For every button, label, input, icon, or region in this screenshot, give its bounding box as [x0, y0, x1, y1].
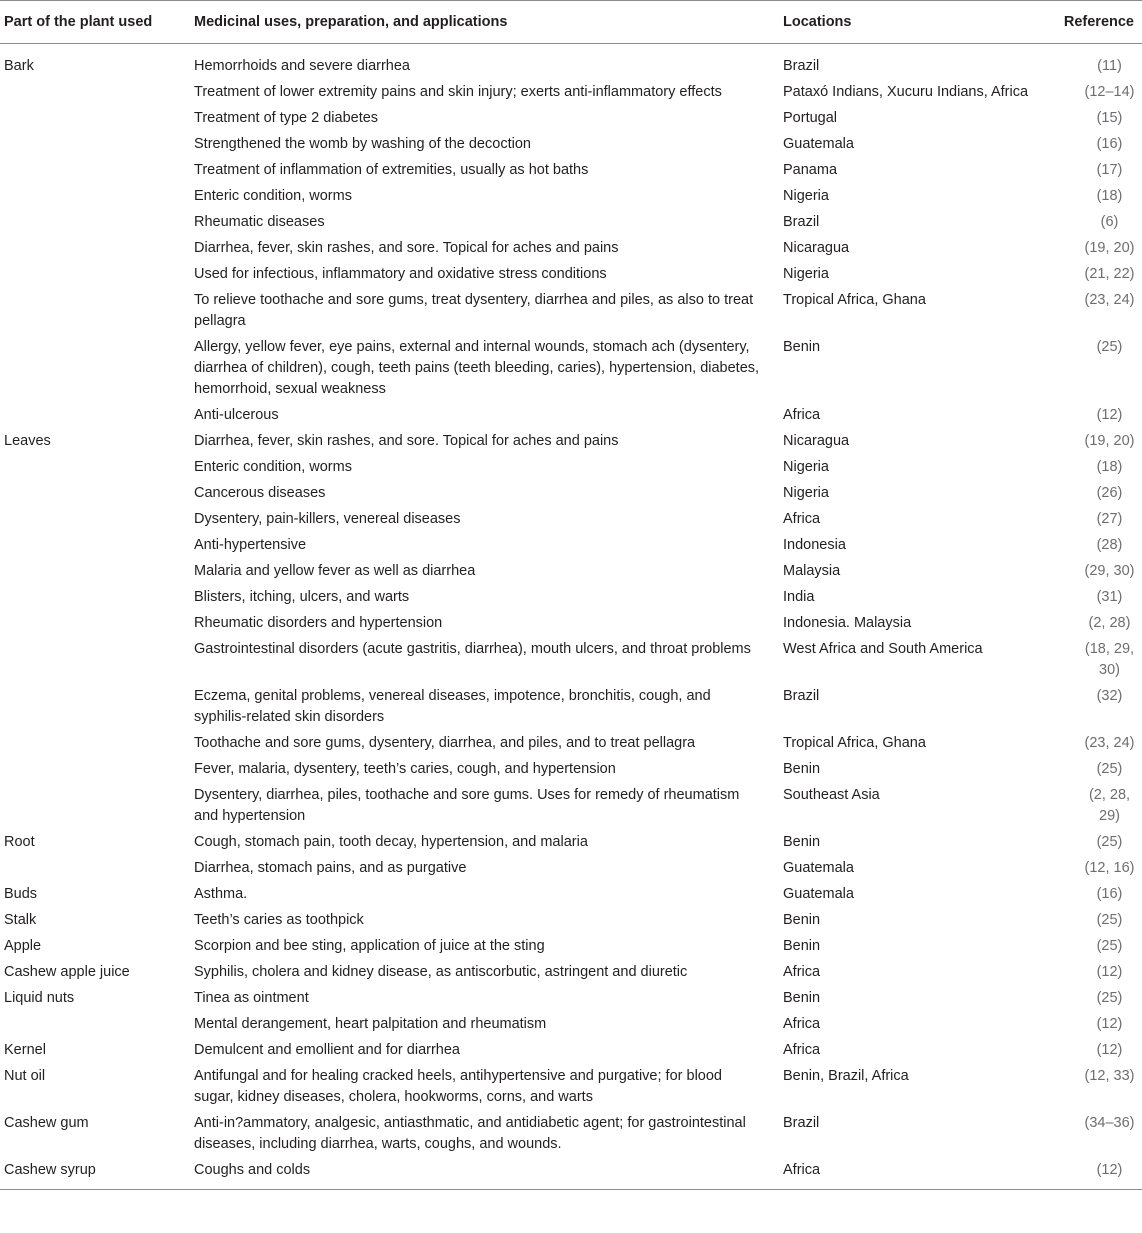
table-row: [0, 856, 1142, 882]
cell-uses: Asthma.: [194, 886, 248, 902]
cell-part: [0, 757, 194, 783]
cell-reference: (21, 22): [1084, 266, 1135, 282]
cell-uses: Diarrhea, fever, skin rashes, and sore. Topical for aches and pains: [194, 240, 619, 256]
cell-part: [0, 533, 194, 559]
table-row: [0, 559, 1142, 585]
cell-part: [0, 262, 194, 288]
cell-uses: Mental derangement, heart palpitation and rheumatism: [194, 1016, 547, 1032]
cell-part: [0, 637, 194, 684]
cell-locations: Benin, Brazil, Africa: [783, 1068, 909, 1084]
cell-uses: Used for infectious, inflammatory and oxidative stress conditions: [194, 266, 607, 282]
cell-part: [0, 455, 194, 481]
cell-locations: Pataxó Indians, Xucuru Indians, Africa: [783, 84, 1029, 100]
cell-uses: Enteric condition, worms: [194, 459, 352, 475]
cell-locations: Nigeria: [783, 459, 829, 475]
cell-part: Stalk: [4, 912, 37, 928]
table-row: [0, 908, 1142, 934]
cell-reference: (18, 29, 30): [1084, 641, 1135, 678]
cell-part: Leaves: [4, 433, 51, 449]
cell-locations: Benin: [783, 990, 821, 1006]
cell-locations: Nicaragua: [783, 240, 850, 256]
cell-part: [0, 731, 194, 757]
cell-locations: Nigeria: [783, 266, 829, 282]
cell-locations: Tropical Africa, Ghana: [783, 292, 926, 308]
table-row: [0, 684, 1142, 731]
cell-locations: Benin: [783, 834, 821, 850]
table-row: [0, 960, 1142, 986]
cell-uses: Syphilis, cholera and kidney disease, as antiscorbutic, astringent and diuretic: [194, 964, 688, 980]
cell-uses: Anti-hypertensive: [194, 537, 307, 553]
cell-part: [0, 559, 194, 585]
cell-reference: (32): [1096, 688, 1123, 704]
cell-reference: (29, 30): [1084, 563, 1135, 579]
cell-reference: (25): [1096, 938, 1123, 954]
table-row: [0, 637, 1142, 684]
cell-locations: Indonesia. Malaysia: [783, 615, 912, 631]
cell-uses: Teeth’s caries as toothpick: [194, 912, 364, 928]
table-row: [0, 757, 1142, 783]
cell-part: [0, 158, 194, 184]
cell-reference: (25): [1096, 990, 1123, 1006]
cell-uses: Eczema, genital problems, venereal diseases, impotence, bronchitis, cough, and syphilis-related skin disorders: [194, 688, 711, 725]
cell-part: [0, 210, 194, 236]
table-row: [0, 1012, 1142, 1038]
cell-locations: Africa: [783, 964, 821, 980]
cell-uses: Demulcent and emollient and for diarrhea: [194, 1042, 460, 1058]
cell-part: Liquid nuts: [4, 990, 75, 1006]
cell-uses: Antifungal and for healing cracked heels, antihypertensive and purgative; for blood sugar, kidney diseases, cholera, hookworms, corns, and warts: [194, 1068, 722, 1105]
cell-reference: (12): [1096, 407, 1123, 423]
cell-uses: To relieve toothache and sore gums, treat dysentery, diarrhea and piles, as also to treat pellagra: [194, 292, 754, 329]
table-row: [0, 611, 1142, 637]
cell-uses: Dysentery, pain-killers, venereal diseases: [194, 511, 461, 527]
table-row: [0, 80, 1142, 106]
cell-uses: Tinea as ointment: [194, 990, 309, 1006]
cell-locations: Brazil: [783, 58, 820, 74]
table-row: [0, 507, 1142, 533]
cell-locations: Benin: [783, 938, 821, 954]
cell-reference: (6): [1100, 214, 1119, 230]
table-row: [0, 455, 1142, 481]
table-row: [0, 403, 1142, 429]
cell-locations: Africa: [783, 511, 821, 527]
cell-locations: Guatemala: [783, 886, 854, 902]
cell-reference: (27): [1096, 511, 1123, 527]
cell-uses: Hemorrhoids and severe diarrhea: [194, 58, 410, 74]
cell-locations: Tropical Africa, Ghana: [783, 735, 926, 751]
cell-uses: Rheumatic diseases: [194, 214, 325, 230]
cell-part: [0, 684, 194, 731]
table-row: [0, 986, 1142, 1012]
table-row: [0, 481, 1142, 507]
table-header: [0, 1, 1142, 44]
cell-reference: (19, 20): [1084, 433, 1135, 449]
table-row: [0, 236, 1142, 262]
table-row: [0, 184, 1142, 210]
cell-part: Nut oil: [4, 1068, 46, 1084]
cell-part: Cashew gum: [4, 1115, 89, 1131]
table-row: [0, 1038, 1142, 1064]
cell-uses: Allergy, yellow fever, eye pains, external and internal wounds, stomach ach (dysentery, diarrhea of children), cough, teeth pains (teeth bleeding, caries), hypertension, diabetes, hemorrhoid, sexual weakness: [194, 339, 760, 397]
cell-uses: Anti-ulcerous: [194, 407, 279, 423]
cell-uses: Diarrhea, fever, skin rashes, and sore. Topical for aches and pains: [194, 433, 619, 449]
cell-reference: (12): [1053, 1158, 1142, 1190]
cell-uses: Gastrointestinal disorders (acute gastritis, diarrhea), mouth ulcers, and throat problems: [194, 641, 751, 657]
cell-part: Root: [4, 834, 35, 850]
cell-part: Cashew apple juice: [4, 964, 130, 980]
table-row: [0, 44, 1142, 81]
table-body: [0, 44, 1142, 1190]
cell-uses: Dysentery, diarrhea, piles, toothache and sore gums. Uses for remedy of rheumatism and hypertension: [194, 787, 740, 824]
table-row: [0, 288, 1142, 335]
cell-part: Apple: [4, 938, 42, 954]
cell-part: [0, 335, 194, 403]
table-row: [0, 106, 1142, 132]
table-row: [0, 585, 1142, 611]
cell-uses: Fever, malaria, dysentery, teeth’s caries, cough, and hypertension: [194, 761, 616, 777]
cell-locations: Benin: [783, 761, 821, 777]
table-row: [0, 262, 1142, 288]
cell-reference: (25): [1096, 761, 1123, 777]
cell-uses: Diarrhea, stomach pains, and as purgative: [194, 860, 467, 876]
cell-uses: Malaria and yellow fever as well as diarrhea: [194, 563, 476, 579]
cell-uses: Strengthened the womb by washing of the decoction: [194, 136, 531, 152]
cell-locations: Nigeria: [783, 188, 829, 204]
table-row: [0, 830, 1142, 856]
table-row: [0, 335, 1142, 403]
cell-uses: Anti-in?ammatory, analgesic, antiasthmatic, and antidiabetic agent; for gastrointestinal diseases, including diarrhea, warts, coughs, and wounds.: [194, 1115, 746, 1152]
table-row: [0, 731, 1142, 757]
cell-uses: Scorpion and bee sting, application of juice at the sting: [194, 938, 545, 954]
cell-reference: (12, 16): [1084, 860, 1135, 876]
cell-locations: India: [783, 589, 815, 605]
cell-part: [0, 856, 194, 882]
cell-locations: Africa: [783, 407, 821, 423]
table-row: [0, 132, 1142, 158]
cell-part: [0, 106, 194, 132]
cell-reference: (12–14): [1084, 84, 1135, 100]
cell-locations: Brazil: [783, 214, 820, 230]
cell-locations: Brazil: [783, 1115, 820, 1131]
table-row: [0, 158, 1142, 184]
table-row: [0, 882, 1142, 908]
table-row: [0, 533, 1142, 559]
cell-part: [0, 481, 194, 507]
cell-part: Buds: [4, 886, 38, 902]
cell-locations: Nigeria: [783, 485, 829, 501]
cell-locations: West Africa and South America: [783, 641, 983, 657]
table-row: [0, 1158, 1142, 1190]
cell-part: [0, 1012, 194, 1038]
cell-reference: (12): [1096, 1042, 1123, 1058]
cell-reference: (11): [1097, 58, 1122, 74]
table-row: [0, 1064, 1142, 1111]
cell-locations: Guatemala: [783, 860, 854, 876]
cell-reference: (12, 33): [1084, 1068, 1135, 1084]
cell-reference: (2, 28, 29): [1088, 787, 1131, 824]
cell-part: [0, 184, 194, 210]
cell-locations: Southeast Asia: [783, 787, 880, 803]
header-row: [0, 1, 1142, 44]
header-locations: Locations: [783, 1, 1053, 44]
header-reference: Reference: [1053, 1, 1142, 44]
cell-uses: Cough, stomach pain, tooth decay, hypertension, and malaria: [194, 834, 588, 850]
cell-reference: (31): [1096, 589, 1123, 605]
cell-reference: (23, 24): [1084, 735, 1135, 751]
cell-reference: (12): [1096, 1016, 1123, 1032]
cell-locations: Benin: [783, 912, 821, 928]
cell-part: [0, 507, 194, 533]
cell-uses: Treatment of lower extremity pains and skin injury; exerts anti-inflammatory effects: [194, 84, 722, 100]
cell-uses: Rheumatic disorders and hypertension: [194, 615, 443, 631]
cell-locations: Guatemala: [783, 136, 854, 152]
cell-reference: (16): [1096, 136, 1123, 152]
cell-locations: Africa: [783, 1016, 821, 1032]
cell-reference: (34–36): [1084, 1115, 1135, 1131]
table-row: [0, 1111, 1142, 1158]
header-uses: Medicinal uses, preparation, and applications: [194, 1, 783, 44]
cell-reference: (2, 28): [1088, 615, 1131, 631]
header-part: Part of the plant used: [0, 1, 194, 44]
table-row: [0, 934, 1142, 960]
cell-reference: (28): [1096, 537, 1123, 553]
cell-part: [0, 585, 194, 611]
table-row: [0, 429, 1142, 455]
cell-part: [0, 288, 194, 335]
cell-part: [0, 611, 194, 637]
cell-reference: (26): [1096, 485, 1123, 501]
cell-uses: Cancerous diseases: [194, 485, 326, 501]
cell-locations: Brazil: [783, 688, 820, 704]
cell-locations: Indonesia: [783, 537, 846, 553]
cell-reference: (17): [1096, 162, 1123, 178]
cell-part: [0, 236, 194, 262]
cell-part: [0, 80, 194, 106]
cell-part: [0, 783, 194, 830]
cell-locations: Panama: [783, 162, 838, 178]
cell-reference: (19, 20): [1084, 240, 1135, 256]
cell-part: Cashew syrup: [0, 1158, 194, 1190]
cell-reference: (15): [1096, 110, 1123, 126]
cell-part: Bark: [4, 58, 34, 74]
cell-reference: (25): [1096, 834, 1123, 850]
cell-locations: Africa: [783, 1158, 1053, 1190]
cell-locations: Malaysia: [783, 563, 841, 579]
cell-uses: Toothache and sore gums, dysentery, diarrhea, and piles, and to treat pellagra: [194, 735, 696, 751]
cell-reference: (12): [1096, 964, 1123, 980]
cell-reference: (18): [1096, 188, 1123, 204]
cell-locations: Nicaragua: [783, 433, 850, 449]
cell-part: Kernel: [4, 1042, 46, 1058]
table-row: [0, 210, 1142, 236]
cell-locations: Benin: [783, 339, 821, 355]
cell-reference: (18): [1096, 459, 1123, 475]
cell-uses: Treatment of type 2 diabetes: [194, 110, 379, 126]
cell-uses: Treatment of inflammation of extremities, usually as hot baths: [194, 162, 589, 178]
table-row: [0, 783, 1142, 830]
cell-uses: Blisters, itching, ulcers, and warts: [194, 589, 410, 605]
cell-reference: (25): [1096, 339, 1123, 355]
cell-reference: (23, 24): [1084, 292, 1135, 308]
cell-locations: Portugal: [783, 110, 838, 126]
cell-uses: Enteric condition, worms: [194, 188, 352, 204]
cell-part: [0, 132, 194, 158]
cell-locations: Africa: [783, 1042, 821, 1058]
cell-reference: (16): [1096, 886, 1123, 902]
cell-part: [0, 403, 194, 429]
cell-uses: Coughs and colds: [194, 1158, 783, 1190]
cell-reference: (25): [1096, 912, 1123, 928]
